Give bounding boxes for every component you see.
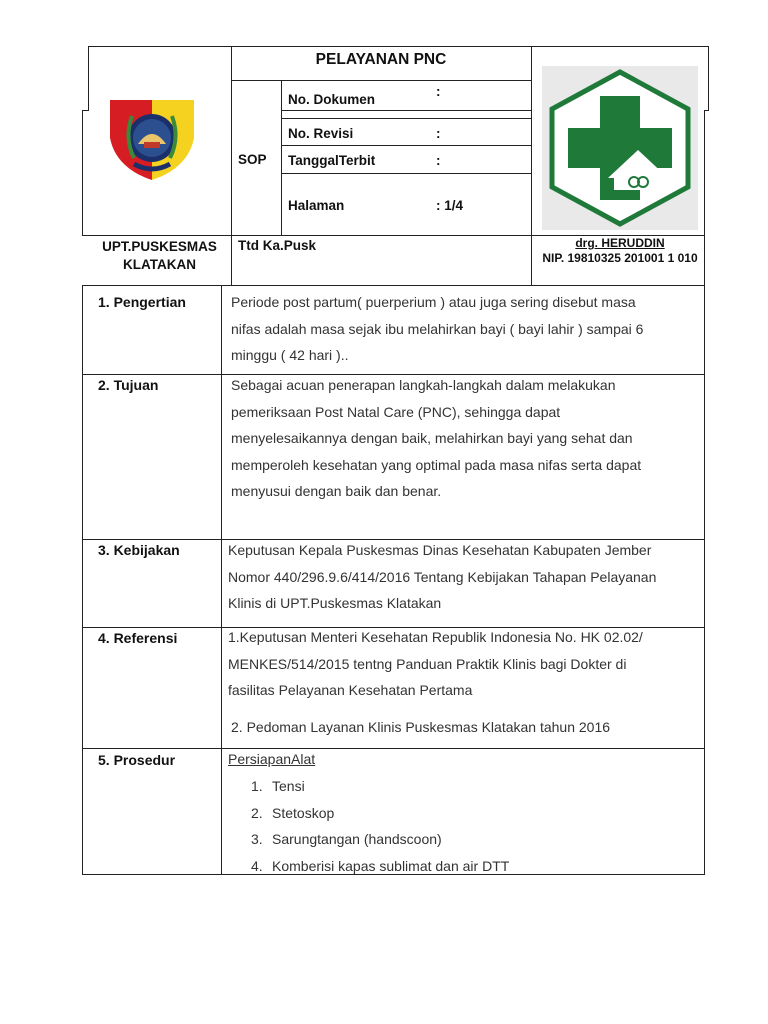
header-left-border-lower xyxy=(82,110,83,235)
list-item xyxy=(251,773,509,800)
text-line: minggu ( 42 hari ).. xyxy=(231,347,349,363)
text-line: MENKES/514/2015 tentng Panduan Praktik Klinis bagi Dokter di xyxy=(228,655,627,672)
text-line: Nomor 440/296.9.6/414/2016 Tentang Kebijakan Tahapan Pelayanan xyxy=(228,568,657,585)
org-name xyxy=(88,238,231,273)
section-text-referensi xyxy=(228,624,698,704)
text-line: nifas adalah masa sejak ibu melahirkan bayi ( bayi lahir ) sampai 6 xyxy=(231,320,644,337)
section-text-tujuan xyxy=(231,372,697,505)
puskesmas-cross-logo-icon xyxy=(542,66,698,230)
text-line: memperoleh kesehatan yang optimal pada masa nifas serta dapat xyxy=(231,456,642,473)
org-name-line2: KLATAKAN xyxy=(123,256,196,272)
dokumen-line-a xyxy=(281,110,531,111)
sop-label: SOP xyxy=(238,152,267,167)
org-name-line1: UPT.PUSKESMAS xyxy=(102,239,217,254)
text-line: Keputusan Kepala Puskesmas Dinas Kesehatan Kabupaten Jember xyxy=(228,542,652,558)
signature-label: Ttd Ka.Pusk xyxy=(238,238,317,253)
text-line: pemeriksaan Post Natal Care (PNC), sehingga dapat xyxy=(231,403,561,420)
dokumen-line-b xyxy=(281,118,531,119)
referensi-item-2: 2. Pedoman Layanan Klinis Puskesmas Klatakan tahun 2016 xyxy=(231,719,611,735)
list-text: Sarungtangan (handscoon) xyxy=(272,831,442,847)
header-right-border xyxy=(708,46,709,111)
text-line: Sebagai acuan penerapan langkah-langkah dalam melakukan xyxy=(231,377,616,393)
row-line-4 xyxy=(82,748,705,749)
field-label-no-dokumen: No. Dokumen xyxy=(288,92,376,107)
field-value-halaman: : 1/4 xyxy=(436,198,464,213)
list-item xyxy=(251,853,509,880)
field-label-no-revisi: No. Revisi xyxy=(288,126,354,141)
title-bottom-line xyxy=(231,80,531,81)
list-text: Tensi xyxy=(272,778,305,794)
header-bottom-line xyxy=(82,285,705,286)
list-number: 3. xyxy=(251,831,263,847)
revisi-bottom-line xyxy=(281,145,531,146)
field-value-no-revisi: : xyxy=(436,126,441,141)
prosedur-tool-list xyxy=(251,773,509,879)
tanggal-bottom-line xyxy=(281,173,531,174)
text-line: 1.Keputusan Menteri Kesehatan Republik Indonesia No. HK 02.02/ xyxy=(228,629,643,645)
section-label-kebijakan: 3. Kebijakan xyxy=(98,542,180,558)
field-label-tanggal-terbit: TanggalTerbit xyxy=(288,153,376,168)
list-number: 1. xyxy=(251,778,263,794)
section-text-kebijakan xyxy=(228,537,698,617)
section-label-tujuan: 2. Tujuan xyxy=(98,377,159,393)
header-top-border xyxy=(88,46,709,47)
list-item xyxy=(251,800,509,827)
section-label-referensi: 4. Referensi xyxy=(98,630,178,646)
field-value-no-dokumen: : xyxy=(436,84,441,99)
section-label-prosedur: 5. Prosedur xyxy=(98,752,176,768)
header-right-notch xyxy=(704,110,709,111)
list-item xyxy=(251,826,509,853)
text-line: Klinis di UPT.Puskesmas Klatakan xyxy=(228,595,442,611)
regional-crest-icon xyxy=(108,98,196,180)
text-line: menyelesaikannya dengan baik, melahirkan bayi yang sehat dan xyxy=(231,430,633,446)
section-text-pengertian xyxy=(231,289,697,369)
prosedur-subheading: PersiapanAlat xyxy=(228,751,316,767)
list-number: 2. xyxy=(251,804,263,821)
text-line: fasilitas Pelayanan Kesehatan Pertama xyxy=(228,682,473,698)
section-label-pengertian: 1. Pengertian xyxy=(98,294,186,310)
list-number: 4. xyxy=(251,857,263,874)
logo-column-divider xyxy=(231,46,232,286)
text-line: Periode post partum( puerperium ) atau juga sering disebut masa xyxy=(231,294,636,310)
header-left-notch xyxy=(82,110,89,111)
field-column-divider xyxy=(531,46,532,286)
list-text: Stetoskop xyxy=(272,804,335,821)
header-left-border xyxy=(88,46,89,110)
signer-nip: NIP. 19810325 201001 1 010 xyxy=(542,251,698,265)
document-title: PELAYANAN PNC xyxy=(315,51,447,68)
list-text: Komberisi kapas sublimat dan air DTT xyxy=(272,857,510,874)
signer-name: drg. HERUDDIN xyxy=(575,236,665,250)
field-label-halaman: Halaman xyxy=(288,198,345,213)
text-line: menyusui dengan baik dan benar. xyxy=(231,483,442,499)
sop-column-divider xyxy=(281,80,282,236)
field-value-tanggal-terbit: : xyxy=(436,153,441,168)
